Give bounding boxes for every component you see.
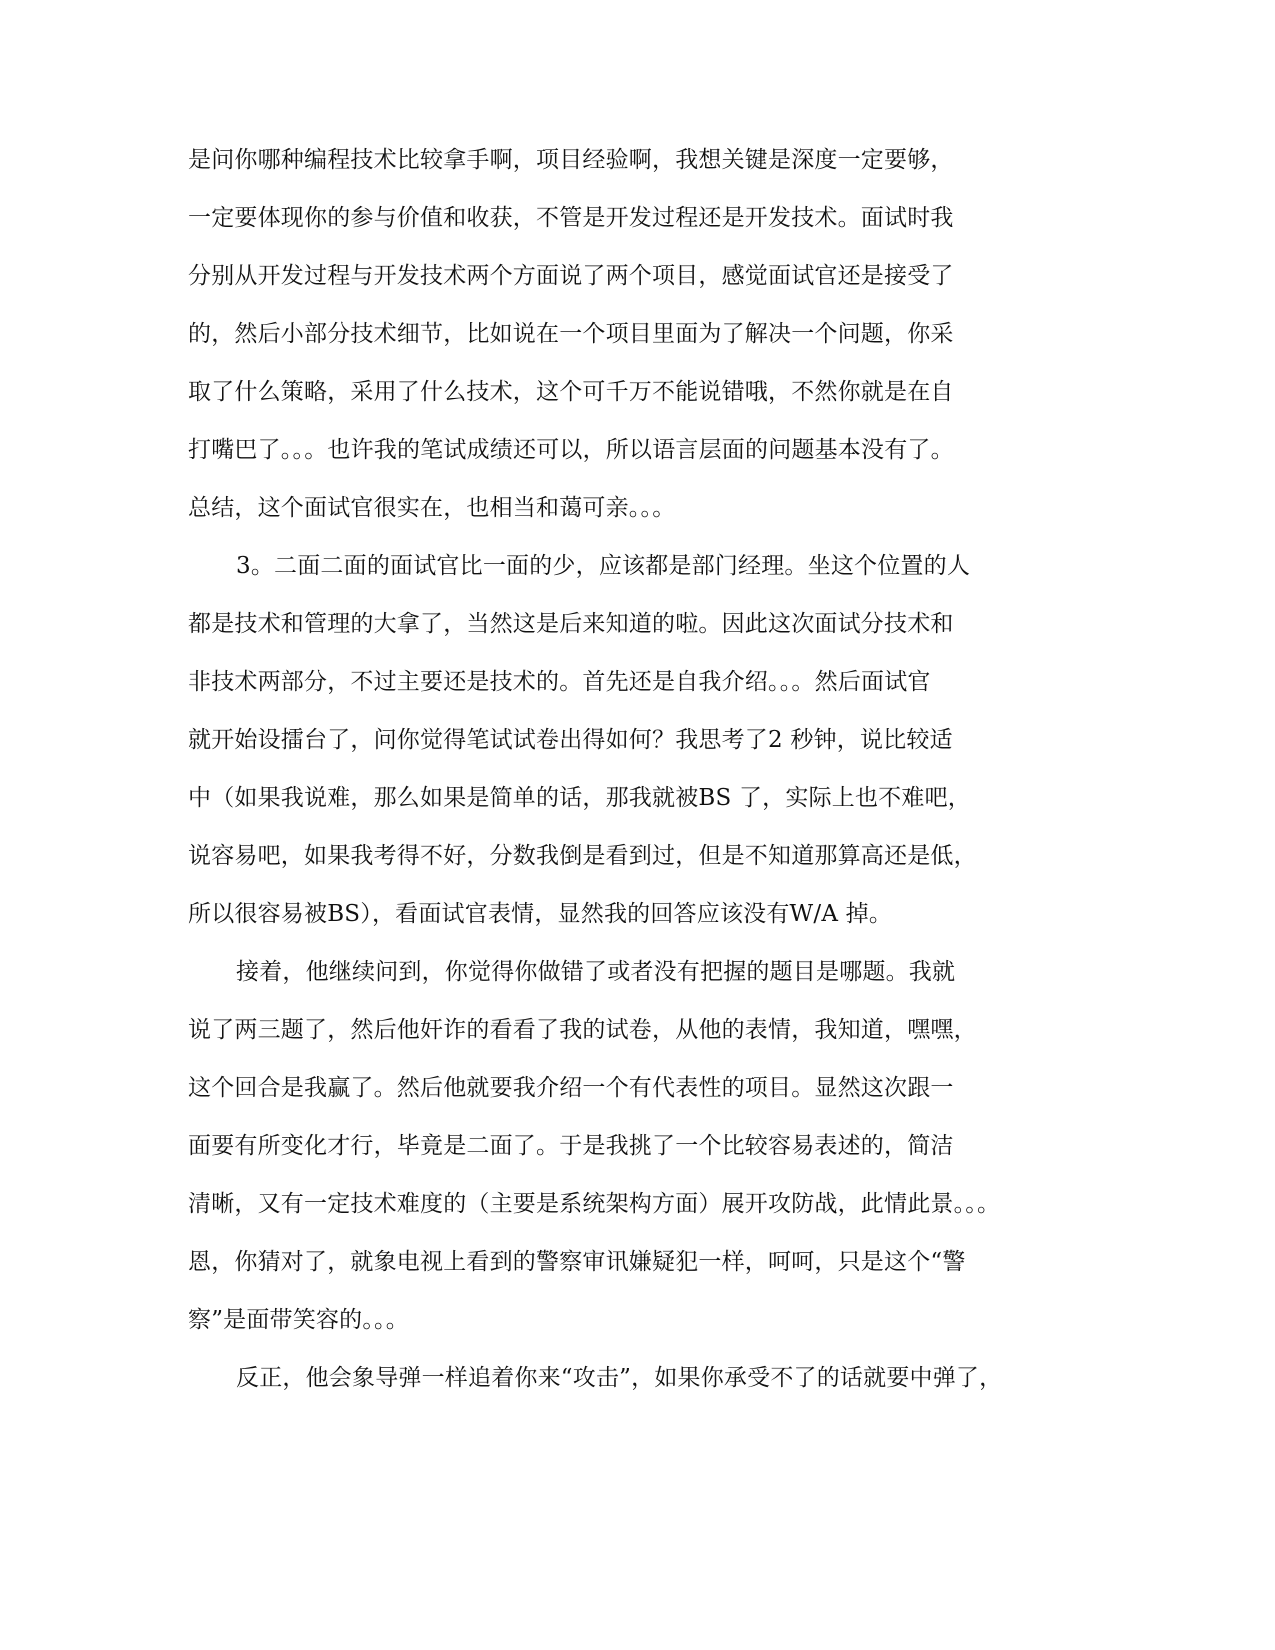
text-line: 分别从开发过程与开发技术两个方面说了两个项目，感觉面试官还是接受了 <box>188 263 954 289</box>
text-line: 都是技术和管理的大拿了，当然这是后来知道的啦。因此这次面试分技术和 <box>188 611 954 637</box>
text-line: 取了什么策略，采用了什么技术，这个可千万不能说错哦，不然你就是在自 <box>188 379 954 405</box>
text-line: 察”是面带笑容的。。。 <box>188 1307 409 1333</box>
text-line: 是问你哪种编程技术比较拿手啊，项目经验啊，我想关键是深度一定要够， <box>188 147 954 173</box>
text-line: 面要有所变化才行，毕竟是二面了。于是我挑了一个比较容易表述的，简洁 <box>188 1133 954 1159</box>
text-line: 说容易吧，如果我考得不好，分数我倒是看到过，但是不知道那算高还是低， <box>188 843 977 869</box>
text-line: 总结，这个面试官很实在，也相当和蔼可亲。。。 <box>188 495 676 521</box>
text-line: 这个回合是我赢了。然后他就要我介绍一个有代表性的项目。显然这次跟一 <box>188 1075 954 1101</box>
text-line: 接着，他继续问到，你觉得你做错了或者没有把握的题目是哪题。我就 <box>236 959 956 985</box>
text-line: 的，然后小部分技术细节，比如说在一个项目里面为了解决一个问题，你采 <box>188 321 954 347</box>
text-line: 说了两三题了，然后他奸诈的看看了我的试卷，从他的表情，我知道，嘿嘿， <box>188 1017 977 1043</box>
text-line: 一定要体现你的参与价值和收获，不管是开发过程还是开发技术。面试时我 <box>188 205 954 231</box>
text-line: 中（如果我说难，那么如果是简单的话，那我就被BS 了，实际上也不难吧， <box>188 785 971 811</box>
text-line: 3。二面二面的面试官比一面的少，应该都是部门经理。坐这个位置的人 <box>236 553 971 579</box>
text-line: 反正，他会象导弹一样追着你来“攻击”，如果你承受不了的话就要中弹了， <box>236 1365 1003 1391</box>
text-line: 清晰，又有一定技术难度的（主要是系统架构方面）展开攻防战，此情此景。。。 <box>188 1191 1001 1217</box>
text-line: 恩，你猜对了，就象电视上看到的警察审讯嫌疑犯一样，呵呵，只是这个“警 <box>188 1249 966 1275</box>
text-line: 打嘴巴了。。。也许我的笔试成绩还可以，所以语言层面的问题基本没有了。 <box>188 437 954 463</box>
text-line: 就开始设擂台了，问你觉得笔试试卷出得如何？我思考了2 秒钟，说比较适 <box>188 727 953 753</box>
text-line: 所以很容易被BS），看面试官表情，显然我的回答应该没有W/A 掉。 <box>188 901 893 927</box>
text-line: 非技术两部分，不过主要还是技术的。首先还是自我介绍。。。然后面试官 <box>188 669 931 695</box>
